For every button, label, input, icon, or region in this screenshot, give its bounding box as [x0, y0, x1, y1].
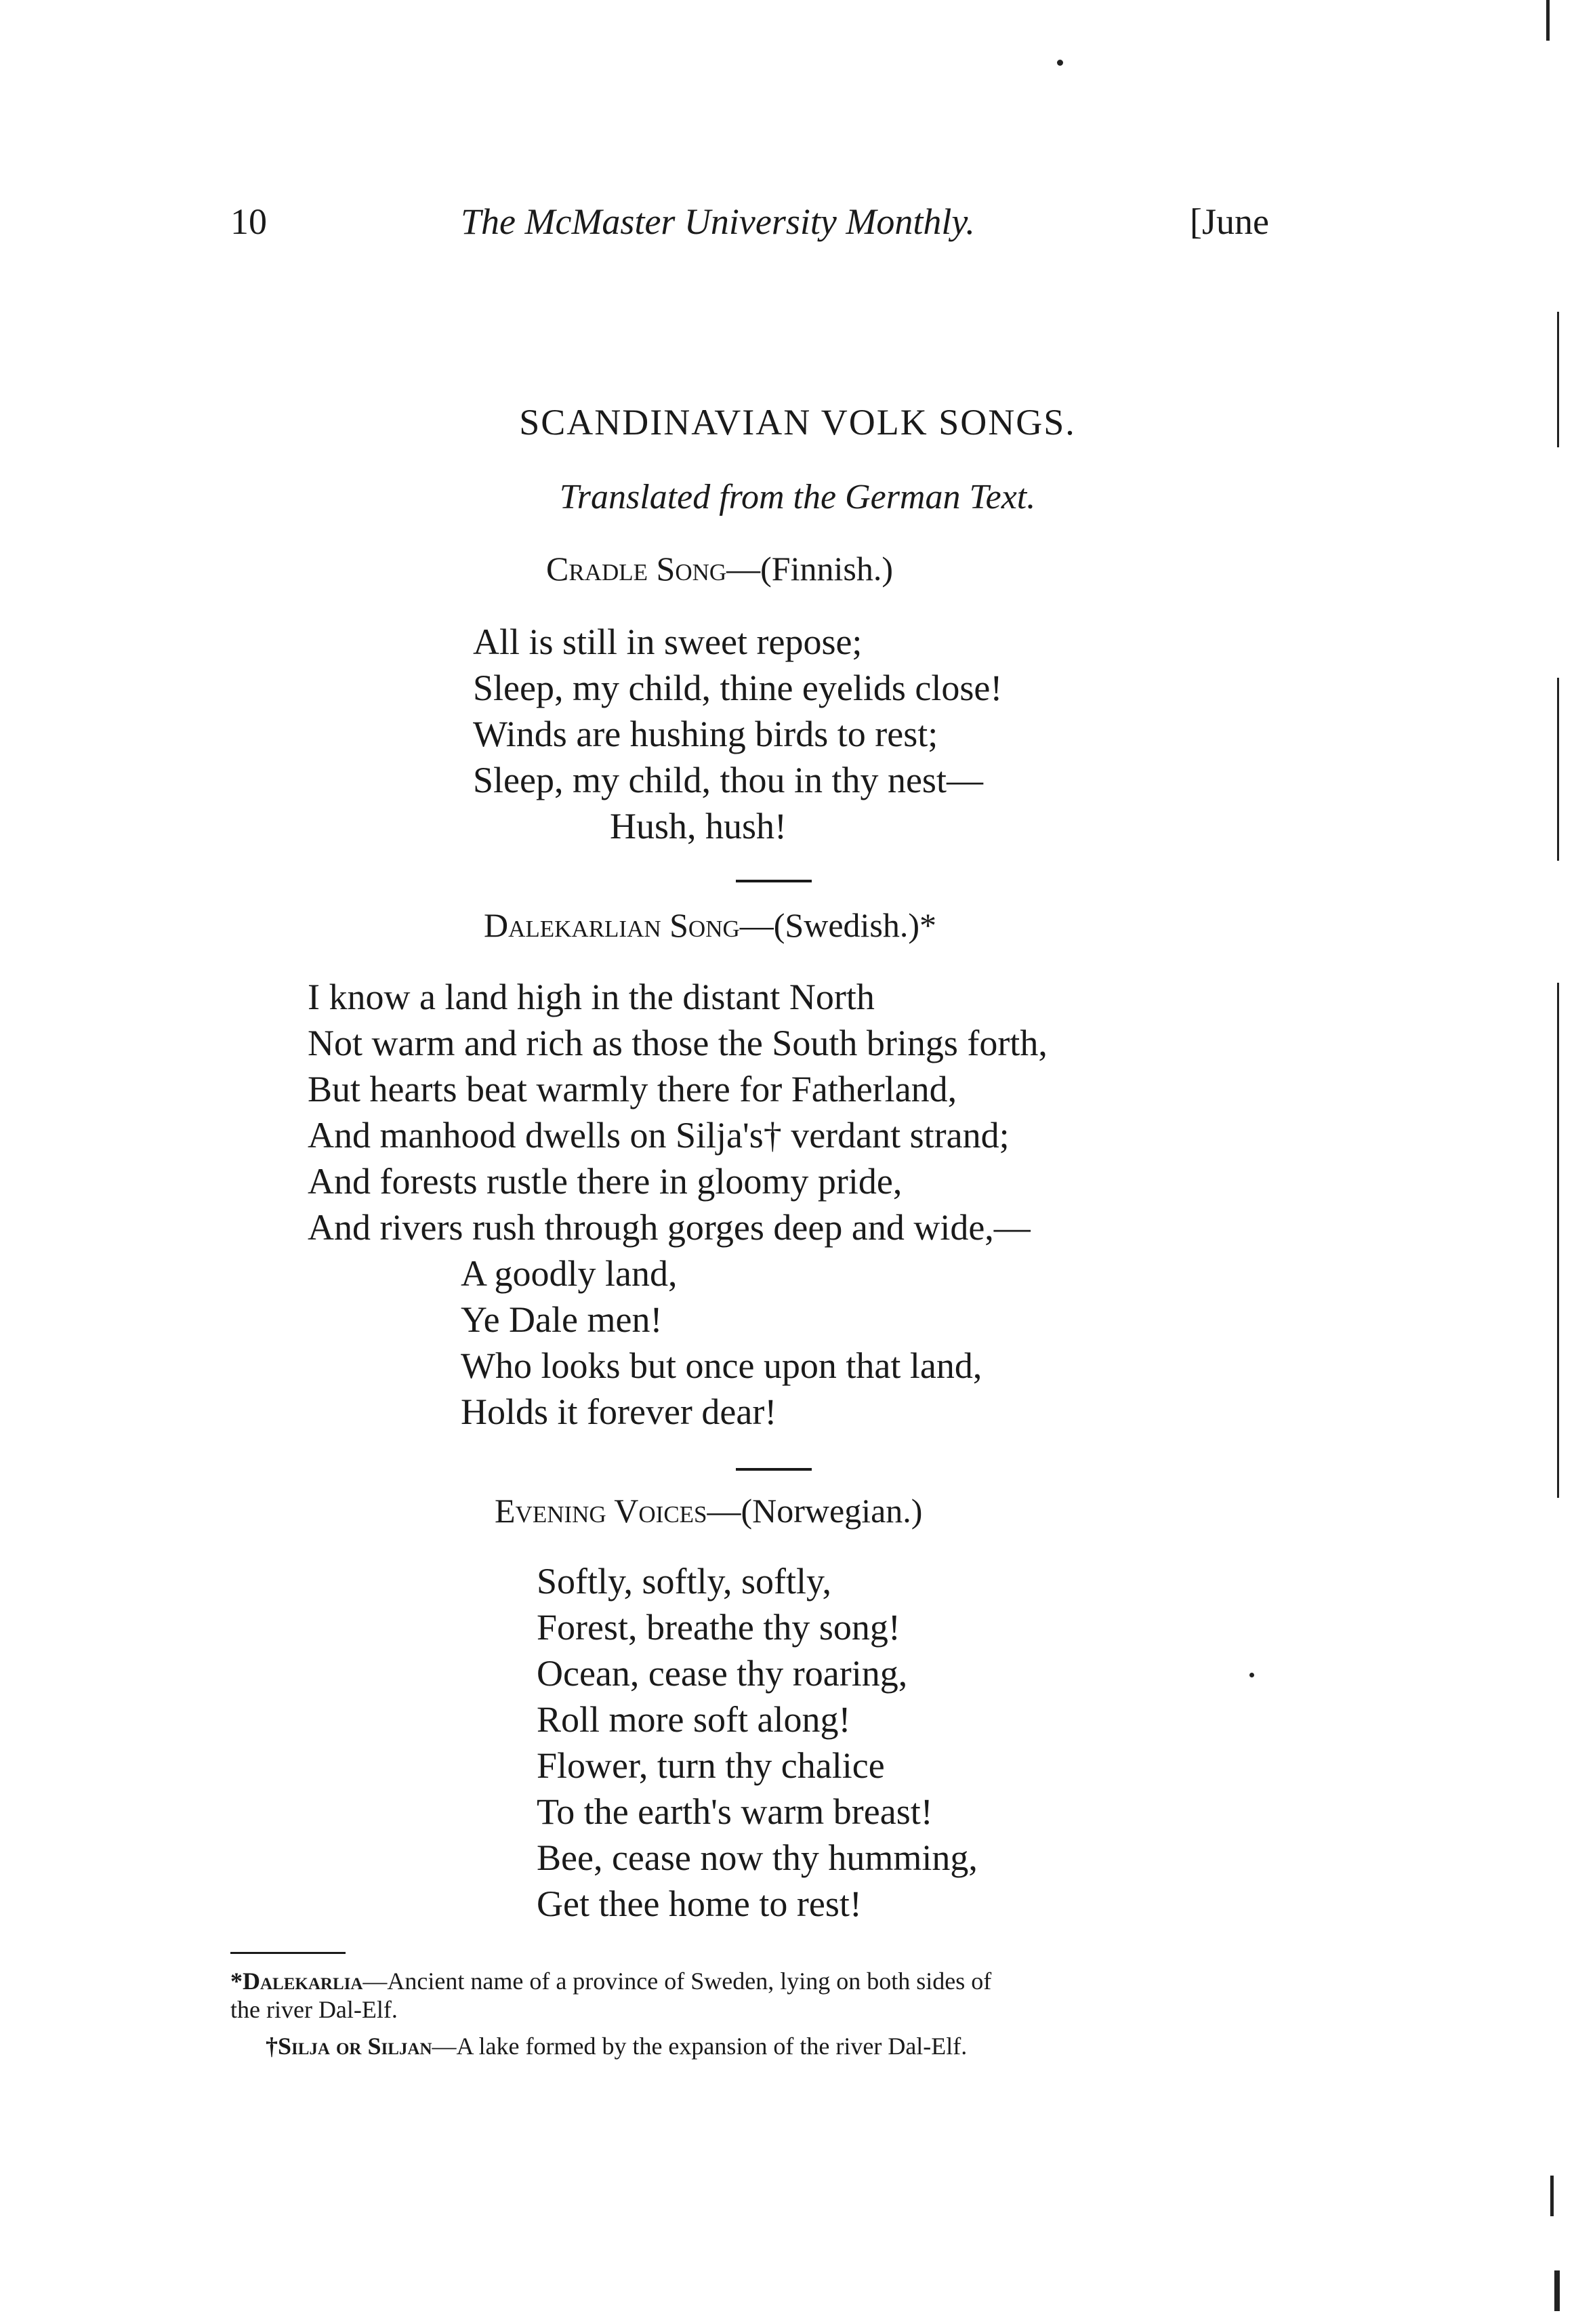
- verse-line: Ye Dale men!: [461, 1299, 663, 1340]
- song-heading-language: —(Finnish.): [726, 550, 893, 588]
- verse-line: Sleep, my child, thine eyelids close!: [473, 668, 1003, 708]
- scan-artifact: [1249, 1673, 1254, 1677]
- verse-line: Sleep, my child, thou in thy nest—: [473, 760, 983, 800]
- footnote-continuation: the river Dal-Elf.: [230, 1996, 398, 2023]
- verse-line: Winds are hushing birds to rest;: [473, 714, 938, 754]
- verse-line: A goodly land,: [461, 1253, 678, 1294]
- footnote-text: —Ancient name of a province of Sweden, lying on both sides of: [362, 1968, 992, 1995]
- verse-line: Get thee home to rest!: [537, 1883, 862, 1924]
- verse-line: Forest, breathe thy song!: [537, 1607, 900, 1648]
- section-divider: [736, 880, 812, 882]
- footnote-term: *Dalekarlia: [230, 1968, 363, 1995]
- song-heading-name: Cradle Song: [546, 550, 727, 588]
- verse-line: Ocean, cease thy roaring,: [537, 1653, 908, 1694]
- section-divider: [736, 1468, 812, 1471]
- verse-line: And manhood dwells on Silja's† verdant strand;: [308, 1115, 1010, 1156]
- song-heading-language: —(Norwegian.): [707, 1492, 923, 1530]
- verse-line: Hush, hush!: [610, 806, 787, 847]
- verse-line: But hearts beat warmly there for Fatherland,: [308, 1069, 957, 1109]
- verse-line: Who looks but once upon that land,: [461, 1345, 982, 1386]
- verse-line: All is still in sweet repose;: [473, 621, 863, 662]
- verse-line: Flower, turn thy chalice: [537, 1745, 885, 1786]
- footnote-text: —A lake formed by the expansion of the river Dal-Elf.: [432, 2033, 968, 2060]
- running-month: [June: [1190, 201, 1269, 242]
- song-heading-dalekarlian: [484, 905, 936, 945]
- scan-artifact: [1557, 312, 1559, 447]
- footnote-term: †Silja or Siljan: [266, 2033, 432, 2060]
- footnote-silja: [266, 2032, 967, 2060]
- article-subtitle: Translated from the German Text.: [559, 478, 1036, 516]
- verse-line: Roll more soft along!: [537, 1699, 851, 1740]
- footnote-dalekarlia: [230, 1967, 991, 1995]
- verse-line: Not warm and rich as those the South brings forth,: [308, 1023, 1048, 1063]
- verse-line: And forests rustle there in gloomy pride,: [308, 1161, 903, 1202]
- verse-line: And rivers rush through gorges deep and wide,—: [308, 1207, 1031, 1248]
- footnote-rule: [230, 1952, 346, 1954]
- scan-artifact: [1557, 678, 1559, 861]
- song-heading-evening-voices: [495, 1491, 922, 1530]
- running-title: The McMaster University Monthly.: [461, 201, 975, 242]
- verse-line: Softly, softly, softly,: [537, 1561, 832, 1602]
- song-heading-name: Evening Voices: [495, 1492, 707, 1530]
- song-heading-language: —(Swedish.)*: [739, 906, 937, 944]
- scan-artifact: [1554, 2270, 1560, 2311]
- verse-line: Bee, cease now thy humming,: [537, 1837, 978, 1878]
- verse-line: I know a land high in the distant North: [308, 977, 875, 1017]
- verse-line: To the earth's warm breast!: [537, 1791, 933, 1832]
- song-heading-cradle: [546, 549, 893, 588]
- scan-artifact: [1546, 0, 1550, 41]
- song-heading-name: Dalekarlian Song: [484, 906, 740, 944]
- scan-artifact: [1550, 2176, 1554, 2216]
- scan-artifact: [1557, 983, 1559, 1498]
- scan-artifact: [1057, 60, 1063, 66]
- verse-line: Holds it forever dear!: [461, 1391, 777, 1432]
- article-title: SCANDINAVIAN VOLK SONGS.: [519, 402, 1076, 443]
- page-number: 10: [230, 201, 267, 242]
